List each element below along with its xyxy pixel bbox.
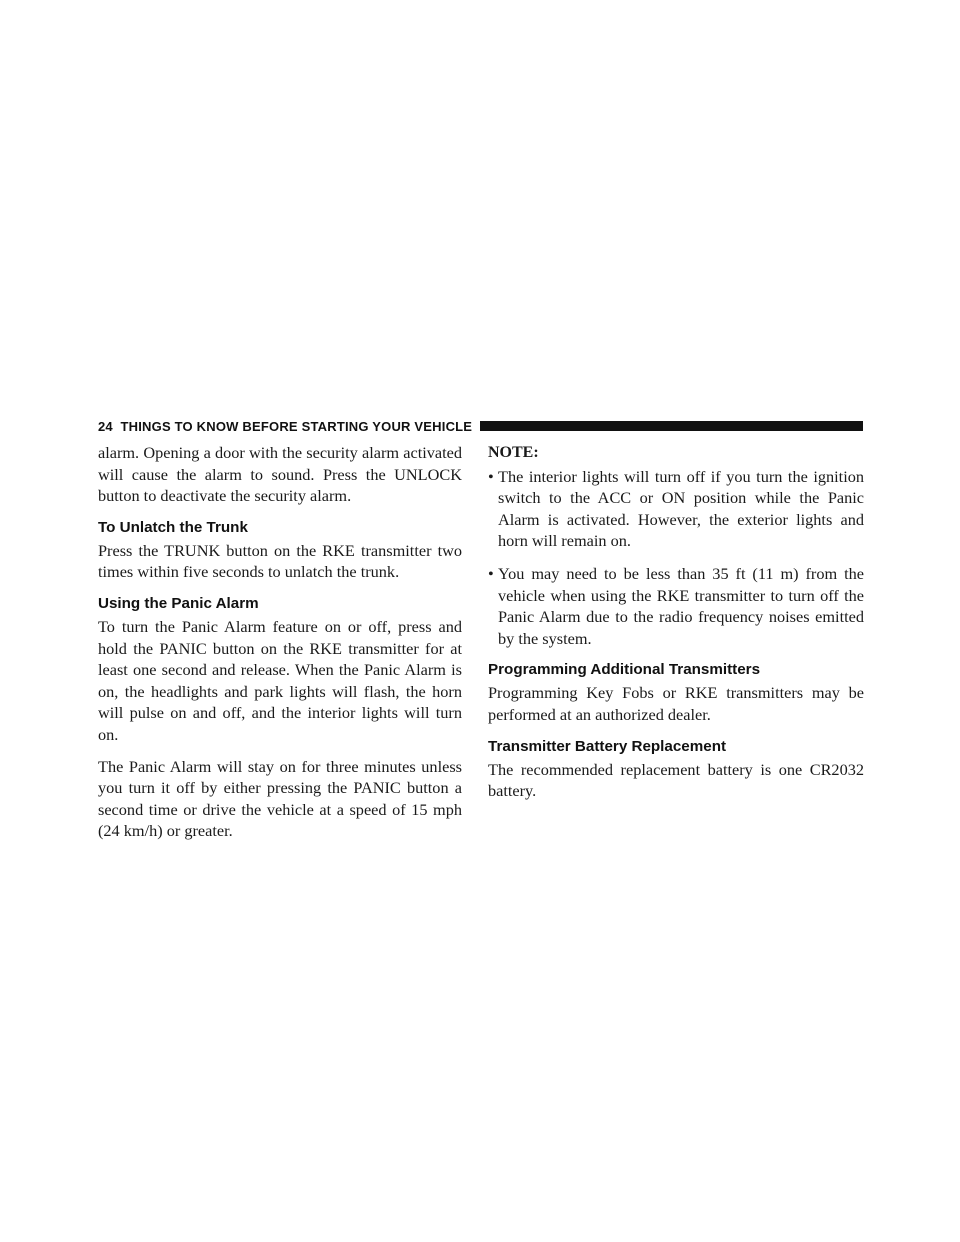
note-label: NOTE: [488,444,539,461]
note-item [488,466,864,552]
panic-paragraph-2: The Panic Alarm will stay on for three minutes unless you turn it off by either pressing the PANIC button a second time or drive the vehicle at a speed of 15 mph (24 km/h) or greater. [98,756,462,841]
panic-heading: Using the Panic Alarm [98,594,259,612]
panic-paragraph-1: To turn the Panic Alarm feature on or off, press and hold the PANIC button on the RKE transmitter for at least one second and release. When the Panic Alarm is on, the headlights and park lights will flash, the horn will pulse on and off, and the interior lights will turn on. [98,616,462,744]
trunk-heading: To Unlatch the Trunk [98,518,248,536]
note-item [488,563,864,649]
header-rule [480,421,863,431]
page-number: 24 [98,418,113,434]
programming-heading: Programming Additional Transmitters [488,661,761,679]
programming-paragraph: Programming Key Fobs or RKE transmitters may be performed at an authorized dealer. [488,683,864,724]
battery-heading: Transmitter Battery Replacement [488,737,727,755]
page-header [98,416,863,436]
intro-paragraph: alarm. Opening a door with the security alarm activated will cause the alarm to sound. Press the UNLOCK button to deactivate the security alarm. [98,443,462,506]
right-column [488,442,864,802]
battery-paragraph: The recommended replacement battery is one CR2032 battery. [488,759,864,801]
trunk-paragraph: Press the TRUNK button on the RKE transmitter two times within five seconds to unlatch the trunk. [98,540,462,582]
bullet-icon: • [488,466,494,486]
section-title: THINGS TO KNOW BEFORE STARTING YOUR VEHICLE [120,418,473,434]
note-item-text: You may need to be less than 35 ft (11 m) from the vehicle when using the RKE transmitter to turn off the Panic Alarm due to the radio frequency noises emitted by the system. [498,563,864,648]
left-column [98,442,462,842]
page-header-text [98,419,472,434]
note-item-text: The interior lights will turn off if you turn the ignition switch to the ACC or ON position while the Panic Alarm is activated. However, the exterior lights and horn will remain on. [498,466,864,551]
note-list [488,466,864,650]
bullet-icon: • [488,563,494,583]
